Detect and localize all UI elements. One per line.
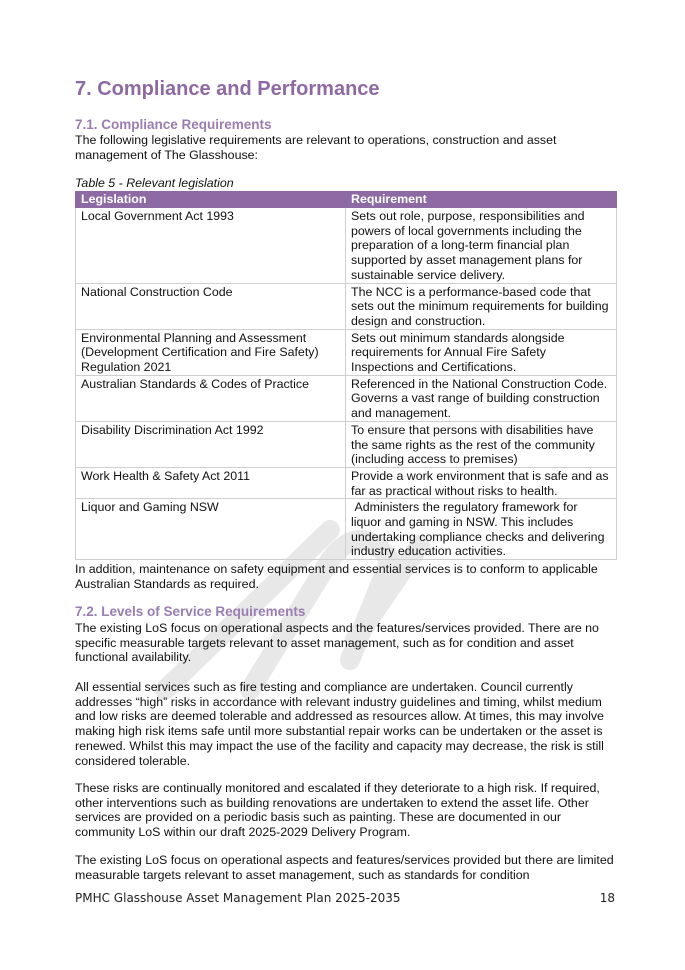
compliance-intro: The following legislative requirements are relevant to operations, construction and asset management of The Glasshouse: [75, 133, 557, 162]
table-row [76, 208, 617, 284]
los-paragraph: The existing LoS focus on operational aspects and the features/services provided. There are no specific measurable targets relevant to asset management, such as for condition and asset functional availability. [75, 621, 599, 665]
legislation-cell: Australian Standards & Codes of Practice [76, 375, 346, 421]
table-row [76, 283, 617, 329]
column-header-requirement: Requirement [346, 192, 617, 208]
legislation-table [75, 191, 617, 560]
table-row [76, 375, 617, 421]
los-paragraph: All essential services such as fire testing and compliance are undertaken. Council currently addresses “high” risks in accordance with relevant industry guidelines and timing, whilst medium and low risks are deemed tolerable and addressed as resources allow. At times, this may involve making high risk items safe until more substantial repair works can be undertaken or the asset is renewed. Whilst this may impact the use of the facility and capacity may decrease, the risk is still considered tolerable. [75, 680, 604, 768]
legislation-cell: National Construction Code [76, 283, 346, 329]
footer-document-title: PMHC Glasshouse Asset Management Plan 2025-2035 [75, 891, 401, 905]
los-paragraph: These risks are continually monitored and escalated if they deteriorate to a high risk. If required, other interventions such as building renovations are undertaken to extend the asset life. Other services are provided on a periodic basis such as painting. These are documented in our community LoS within our draft 2025-2029 Delivery Program. [75, 781, 600, 840]
table-row [76, 467, 617, 498]
table-row [76, 329, 617, 375]
legislation-cell: Work Health & Safety Act 2011 [76, 467, 346, 498]
requirement-cell: To ensure that persons with disabilities have the same rights as the rest of the community (including access to premises) [346, 421, 617, 467]
page-footer [75, 891, 615, 905]
section-heading: 7. Compliance and Performance [75, 78, 380, 100]
requirement-cell: Sets out role, purpose, responsibilities and powers of local governments including the preparation of a long-term financial plan supported by asset management plans for sustainable service delivery. [346, 208, 617, 284]
table-row [76, 499, 617, 560]
legislation-cell: Liquor and Gaming NSW [76, 499, 346, 560]
legislation-cell: Disability Discrimination Act 1992 [76, 421, 346, 467]
requirement-cell: Sets out minimum standards alongside requirements for Annual Fire Safety Inspections and Certifications. [346, 329, 617, 375]
table-header-row [76, 192, 617, 208]
after-table-paragraph: In addition, maintenance on safety equipment and essential services is to conform to applicable Australian Standards as required. [75, 562, 598, 591]
legislation-cell: Local Government Act 1993 [76, 208, 346, 284]
legislation-cell: Environmental Planning and Assessment (Development Certification and Fire Safety) Regulation 2021 [76, 329, 346, 375]
table-row [76, 421, 617, 467]
requirement-cell: The NCC is a performance-based code that sets out the minimum requirements for building design and construction. [346, 283, 617, 329]
los-paragraph: The existing LoS focus on operational aspects and features/services provided but there are limited measurable targets relevant to asset management, such as standards for condition [75, 853, 614, 882]
table-caption: Table 5 - Relevant legislation [75, 176, 234, 190]
subsection-title-levels-of-service: 7.2. Levels of Service Requirements [75, 604, 306, 619]
requirement-cell: Administers the regulatory framework for liquor and gaming in NSW. This includes undertaking compliance checks and delivering industry education activities. [346, 499, 617, 560]
requirement-cell: Referenced in the National Construction Code. Governs a vast range of building construction and management. [346, 375, 617, 421]
page-number: 18 [599, 891, 615, 905]
requirement-cell: Provide a work environment that is safe and as far as practical without risks to health. [346, 467, 617, 498]
subsection-title-compliance: 7.1. Compliance Requirements [75, 117, 272, 132]
column-header-legislation: Legislation [76, 192, 346, 208]
